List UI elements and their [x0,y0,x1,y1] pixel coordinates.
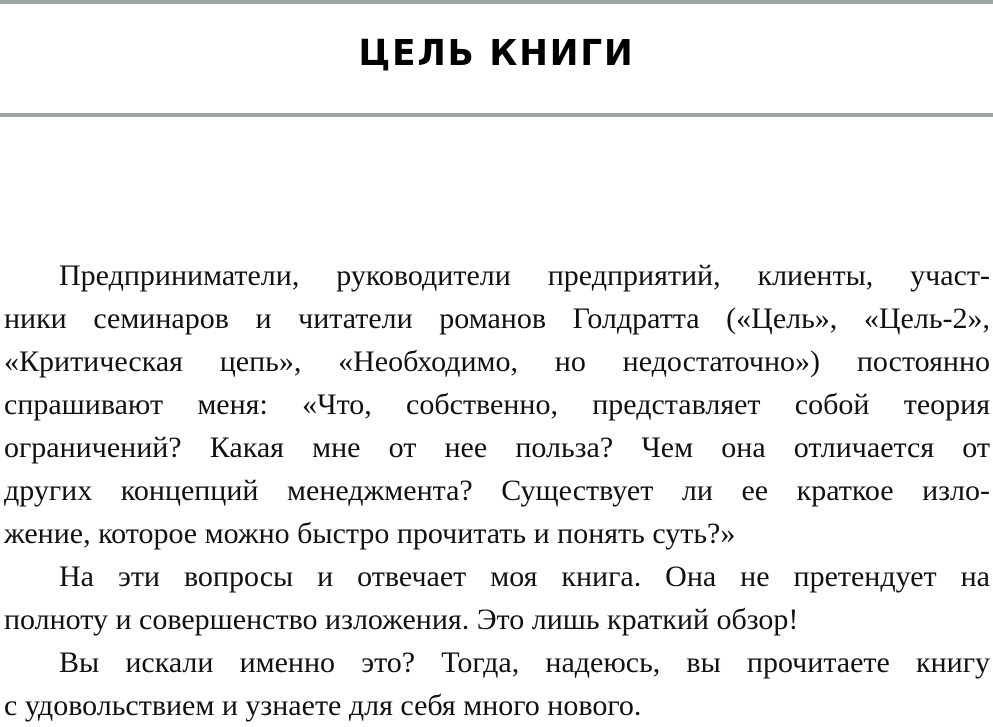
paragraph [4,555,990,641]
body-text [4,254,990,727]
text-line: Предприниматели, руководители предприятий, клиенты, участ- [59,259,990,292]
title-rule [0,113,993,117]
text-line: жение, которое можно быстро прочитать и понять суть?» [4,517,736,550]
text-line: Вы искали именно это? Тогда, надеюсь, вы прочитаете книгу [59,646,990,679]
text-line: ограничений? Какая мне от нее польза? Чем она отличается от [4,431,990,464]
text-line: «Критическая цепь», «Необходимо, но недостаточно») постоянно [4,345,990,378]
top-rule [0,0,993,4]
paragraph [4,641,990,727]
text-line: с удовольствием и узнаете для себя много нового. [4,689,642,722]
text-line: На эти вопросы и отвечает моя книга. Она не претендует на [59,560,990,593]
text-line: спрашивают меня: «Что, собственно, представляет собой теория [4,388,990,421]
page-title: ЦЕЛЬ КНИГИ [358,33,635,74]
text-line: ники семинаров и читатели романов Голдратта («Цель», «Цель-2», [4,302,990,335]
paragraph [4,254,990,555]
text-line: других концепций менеджмента? Существует ли ее краткое изло- [4,474,990,507]
text-line: полноту и совершенство изложения. Это лишь краткий обзор! [4,603,799,636]
